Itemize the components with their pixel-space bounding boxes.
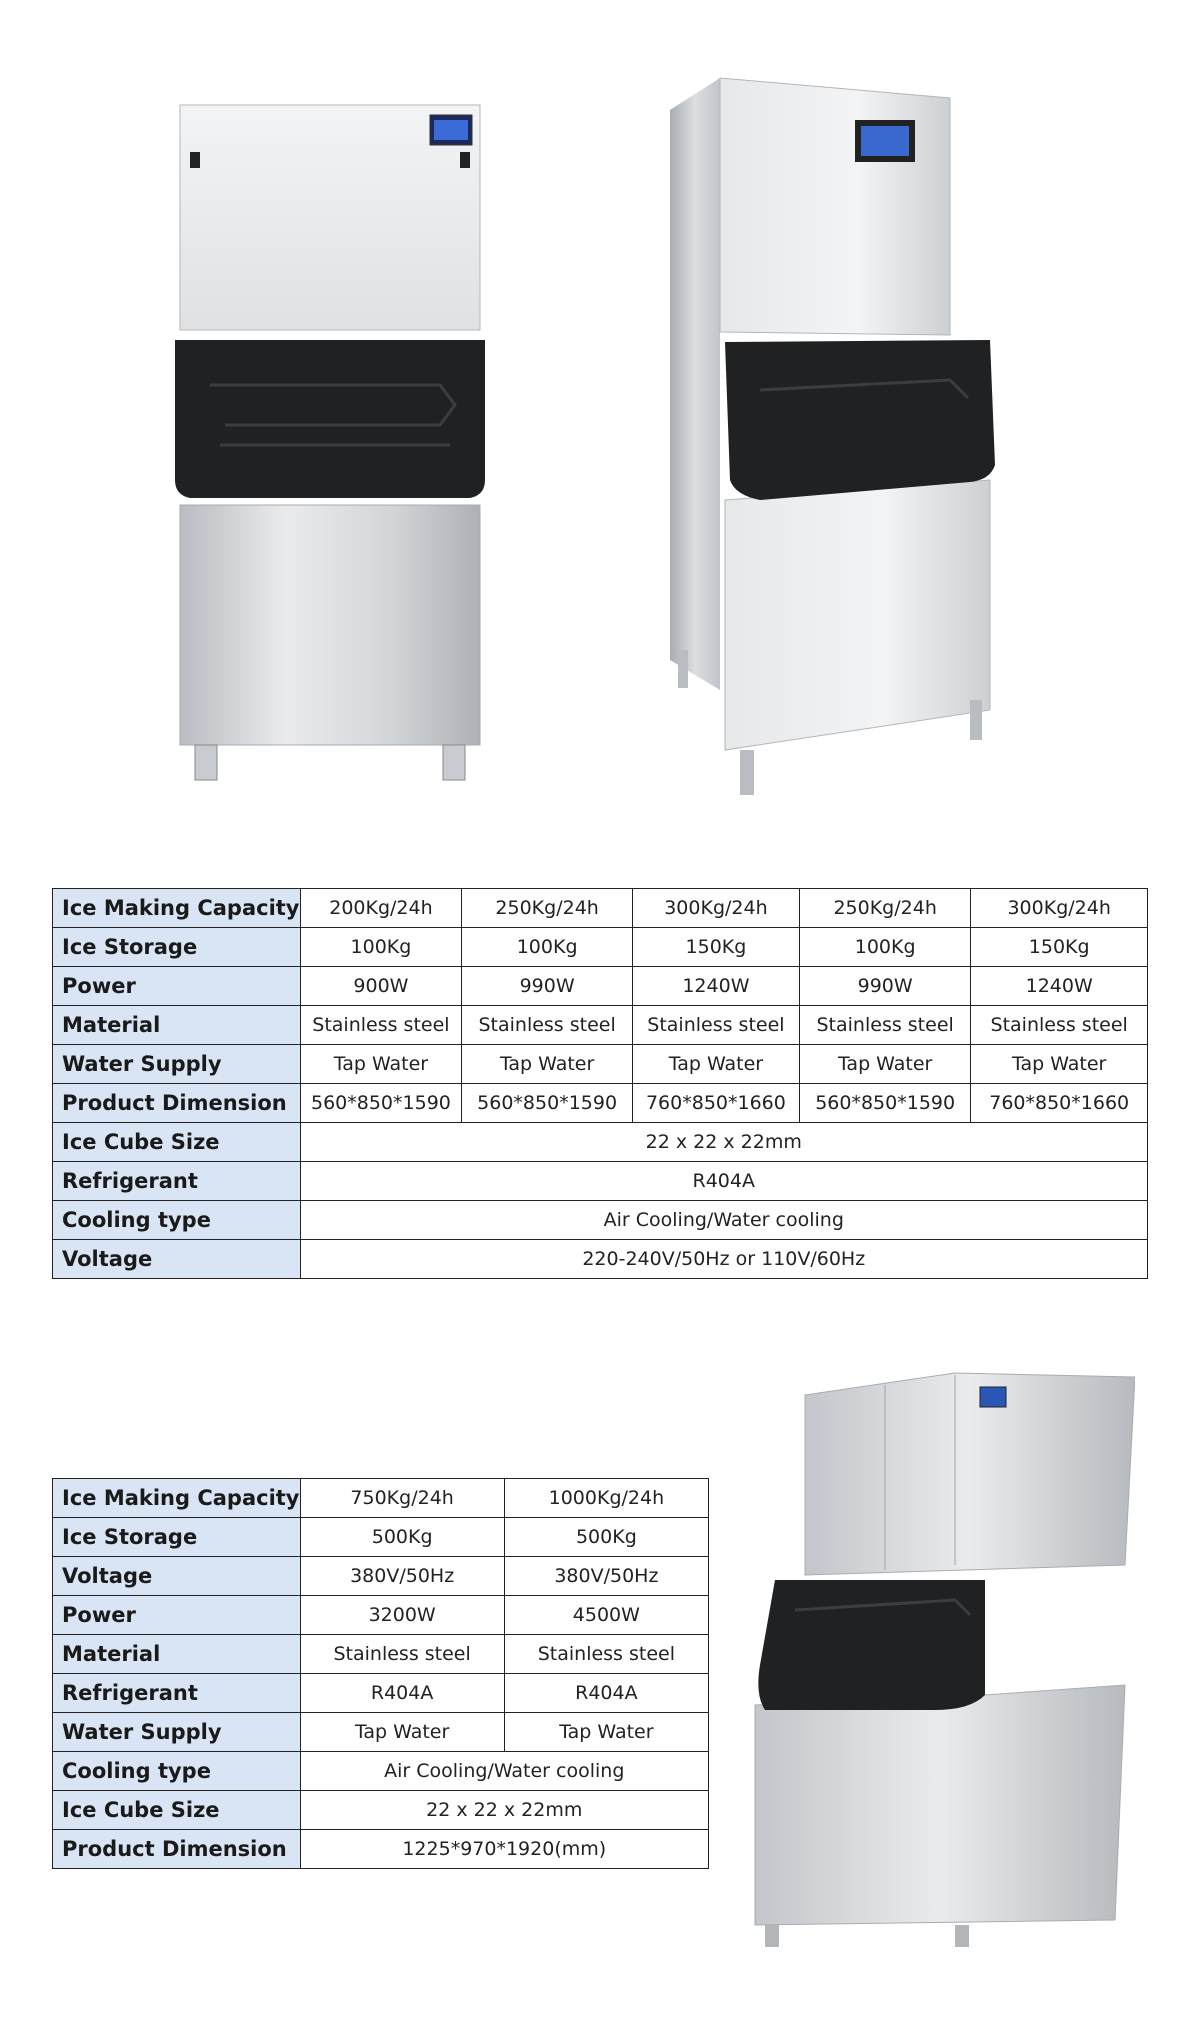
spec-row xyxy=(53,1518,709,1557)
spec-row xyxy=(53,1201,1148,1240)
spec-row xyxy=(53,928,1148,967)
spec-value: R404A xyxy=(300,1674,504,1713)
spec-value: 220-240V/50Hz or 110V/60Hz xyxy=(300,1240,1147,1279)
spec-row xyxy=(53,1674,709,1713)
spec-row xyxy=(53,1084,1148,1123)
spec-label: Refrigerant xyxy=(53,1162,301,1201)
spec-label: Voltage xyxy=(53,1557,301,1596)
spec-value: 1240W xyxy=(971,967,1148,1006)
spec-value: 150Kg xyxy=(632,928,799,967)
spec-value: 990W xyxy=(462,967,633,1006)
spec-row xyxy=(53,1123,1148,1162)
spec-label: Water Supply xyxy=(53,1045,301,1084)
spec-value: 150Kg xyxy=(971,928,1148,967)
spec-value: Air Cooling/Water cooling xyxy=(300,1752,708,1791)
spec-value: Tap Water xyxy=(504,1713,708,1752)
spec-label: Power xyxy=(53,1596,301,1635)
spec-value: 750Kg/24h xyxy=(300,1479,504,1518)
spec-label: Ice Storage xyxy=(53,928,301,967)
spec-label: Ice Making Capacity xyxy=(53,889,301,928)
spec-value: R404A xyxy=(504,1674,708,1713)
ice-maker-front-illustration xyxy=(150,90,510,810)
spec-value: 560*850*1590 xyxy=(799,1084,970,1123)
spec-value: Stainless steel xyxy=(504,1635,708,1674)
spec-value: 22 x 22 x 22mm xyxy=(300,1123,1147,1162)
ice-maker-angled-photo xyxy=(650,70,1040,810)
spec-value: 250Kg/24h xyxy=(462,889,633,928)
ice-maker-angled-illustration xyxy=(650,70,1040,810)
spec-value: R404A xyxy=(300,1162,1147,1201)
spec-value: 760*850*1660 xyxy=(971,1084,1148,1123)
spec-row xyxy=(53,1240,1148,1279)
spec-row xyxy=(53,1830,709,1869)
spec-value: 380V/50Hz xyxy=(300,1557,504,1596)
spec-label: Material xyxy=(53,1635,301,1674)
large-ice-maker-photo xyxy=(735,1365,1135,1955)
spec-value: 100Kg xyxy=(462,928,633,967)
spec-value: Stainless steel xyxy=(632,1006,799,1045)
spec-label: Ice Making Capacity xyxy=(53,1479,301,1518)
ice-maker-front-photo xyxy=(150,90,510,810)
spec-row xyxy=(53,1162,1148,1201)
spec-value: Tap Water xyxy=(300,1713,504,1752)
spec-value: 1000Kg/24h xyxy=(504,1479,708,1518)
spec-value: 100Kg xyxy=(300,928,462,967)
spec-value: 3200W xyxy=(300,1596,504,1635)
spec-label: Material xyxy=(53,1006,301,1045)
spec-label: Ice Cube Size xyxy=(53,1791,301,1830)
spec-value: Tap Water xyxy=(799,1045,970,1084)
spec-value: Stainless steel xyxy=(462,1006,633,1045)
spec-row xyxy=(53,1791,709,1830)
spec-value: 500Kg xyxy=(504,1518,708,1557)
spec-row xyxy=(53,967,1148,1006)
spec-value: Tap Water xyxy=(300,1045,462,1084)
spec-value: 4500W xyxy=(504,1596,708,1635)
spec-value: Tap Water xyxy=(971,1045,1148,1084)
spec-value: 250Kg/24h xyxy=(799,889,970,928)
spec-label: Refrigerant xyxy=(53,1674,301,1713)
spec-label: Product Dimension xyxy=(53,1084,301,1123)
spec-value: 560*850*1590 xyxy=(300,1084,462,1123)
spec-label: Cooling type xyxy=(53,1201,301,1240)
spec-value: 500Kg xyxy=(300,1518,504,1557)
spec-value: 22 x 22 x 22mm xyxy=(300,1791,708,1830)
large-ice-maker-illustration xyxy=(735,1365,1135,1955)
spec-row xyxy=(53,1713,709,1752)
spec-value: 1240W xyxy=(632,967,799,1006)
spec-row xyxy=(53,889,1148,928)
spec-row xyxy=(53,1006,1148,1045)
spec-value: 990W xyxy=(799,967,970,1006)
spec-label: Product Dimension xyxy=(53,1830,301,1869)
spec-value: 300Kg/24h xyxy=(971,889,1148,928)
spec-label: Voltage xyxy=(53,1240,301,1279)
spec-label: Ice Cube Size xyxy=(53,1123,301,1162)
spec-row xyxy=(53,1045,1148,1084)
spec-table-1 xyxy=(52,888,1148,1279)
spec-value: Air Cooling/Water cooling xyxy=(300,1201,1147,1240)
spec-label: Cooling type xyxy=(53,1752,301,1791)
spec-value: 200Kg/24h xyxy=(300,889,462,928)
spec-value: Tap Water xyxy=(462,1045,633,1084)
spec-value: 300Kg/24h xyxy=(632,889,799,928)
spec-value: 760*850*1660 xyxy=(632,1084,799,1123)
spec-value: 380V/50Hz xyxy=(504,1557,708,1596)
spec-table-2 xyxy=(52,1478,709,1869)
spec-row xyxy=(53,1596,709,1635)
spec-value: Stainless steel xyxy=(300,1635,504,1674)
spec-row xyxy=(53,1752,709,1791)
spec-value: 100Kg xyxy=(799,928,970,967)
spec-row xyxy=(53,1557,709,1596)
spec-row xyxy=(53,1635,709,1674)
spec-value: Stainless steel xyxy=(971,1006,1148,1045)
spec-value: 560*850*1590 xyxy=(462,1084,633,1123)
spec-label: Water Supply xyxy=(53,1713,301,1752)
spec-value: Stainless steel xyxy=(799,1006,970,1045)
spec-value: 1225*970*1920(mm) xyxy=(300,1830,708,1869)
spec-value: Tap Water xyxy=(632,1045,799,1084)
spec-value: 900W xyxy=(300,967,462,1006)
spec-label: Power xyxy=(53,967,301,1006)
spec-row xyxy=(53,1479,709,1518)
spec-label: Ice Storage xyxy=(53,1518,301,1557)
spec-value: Stainless steel xyxy=(300,1006,462,1045)
